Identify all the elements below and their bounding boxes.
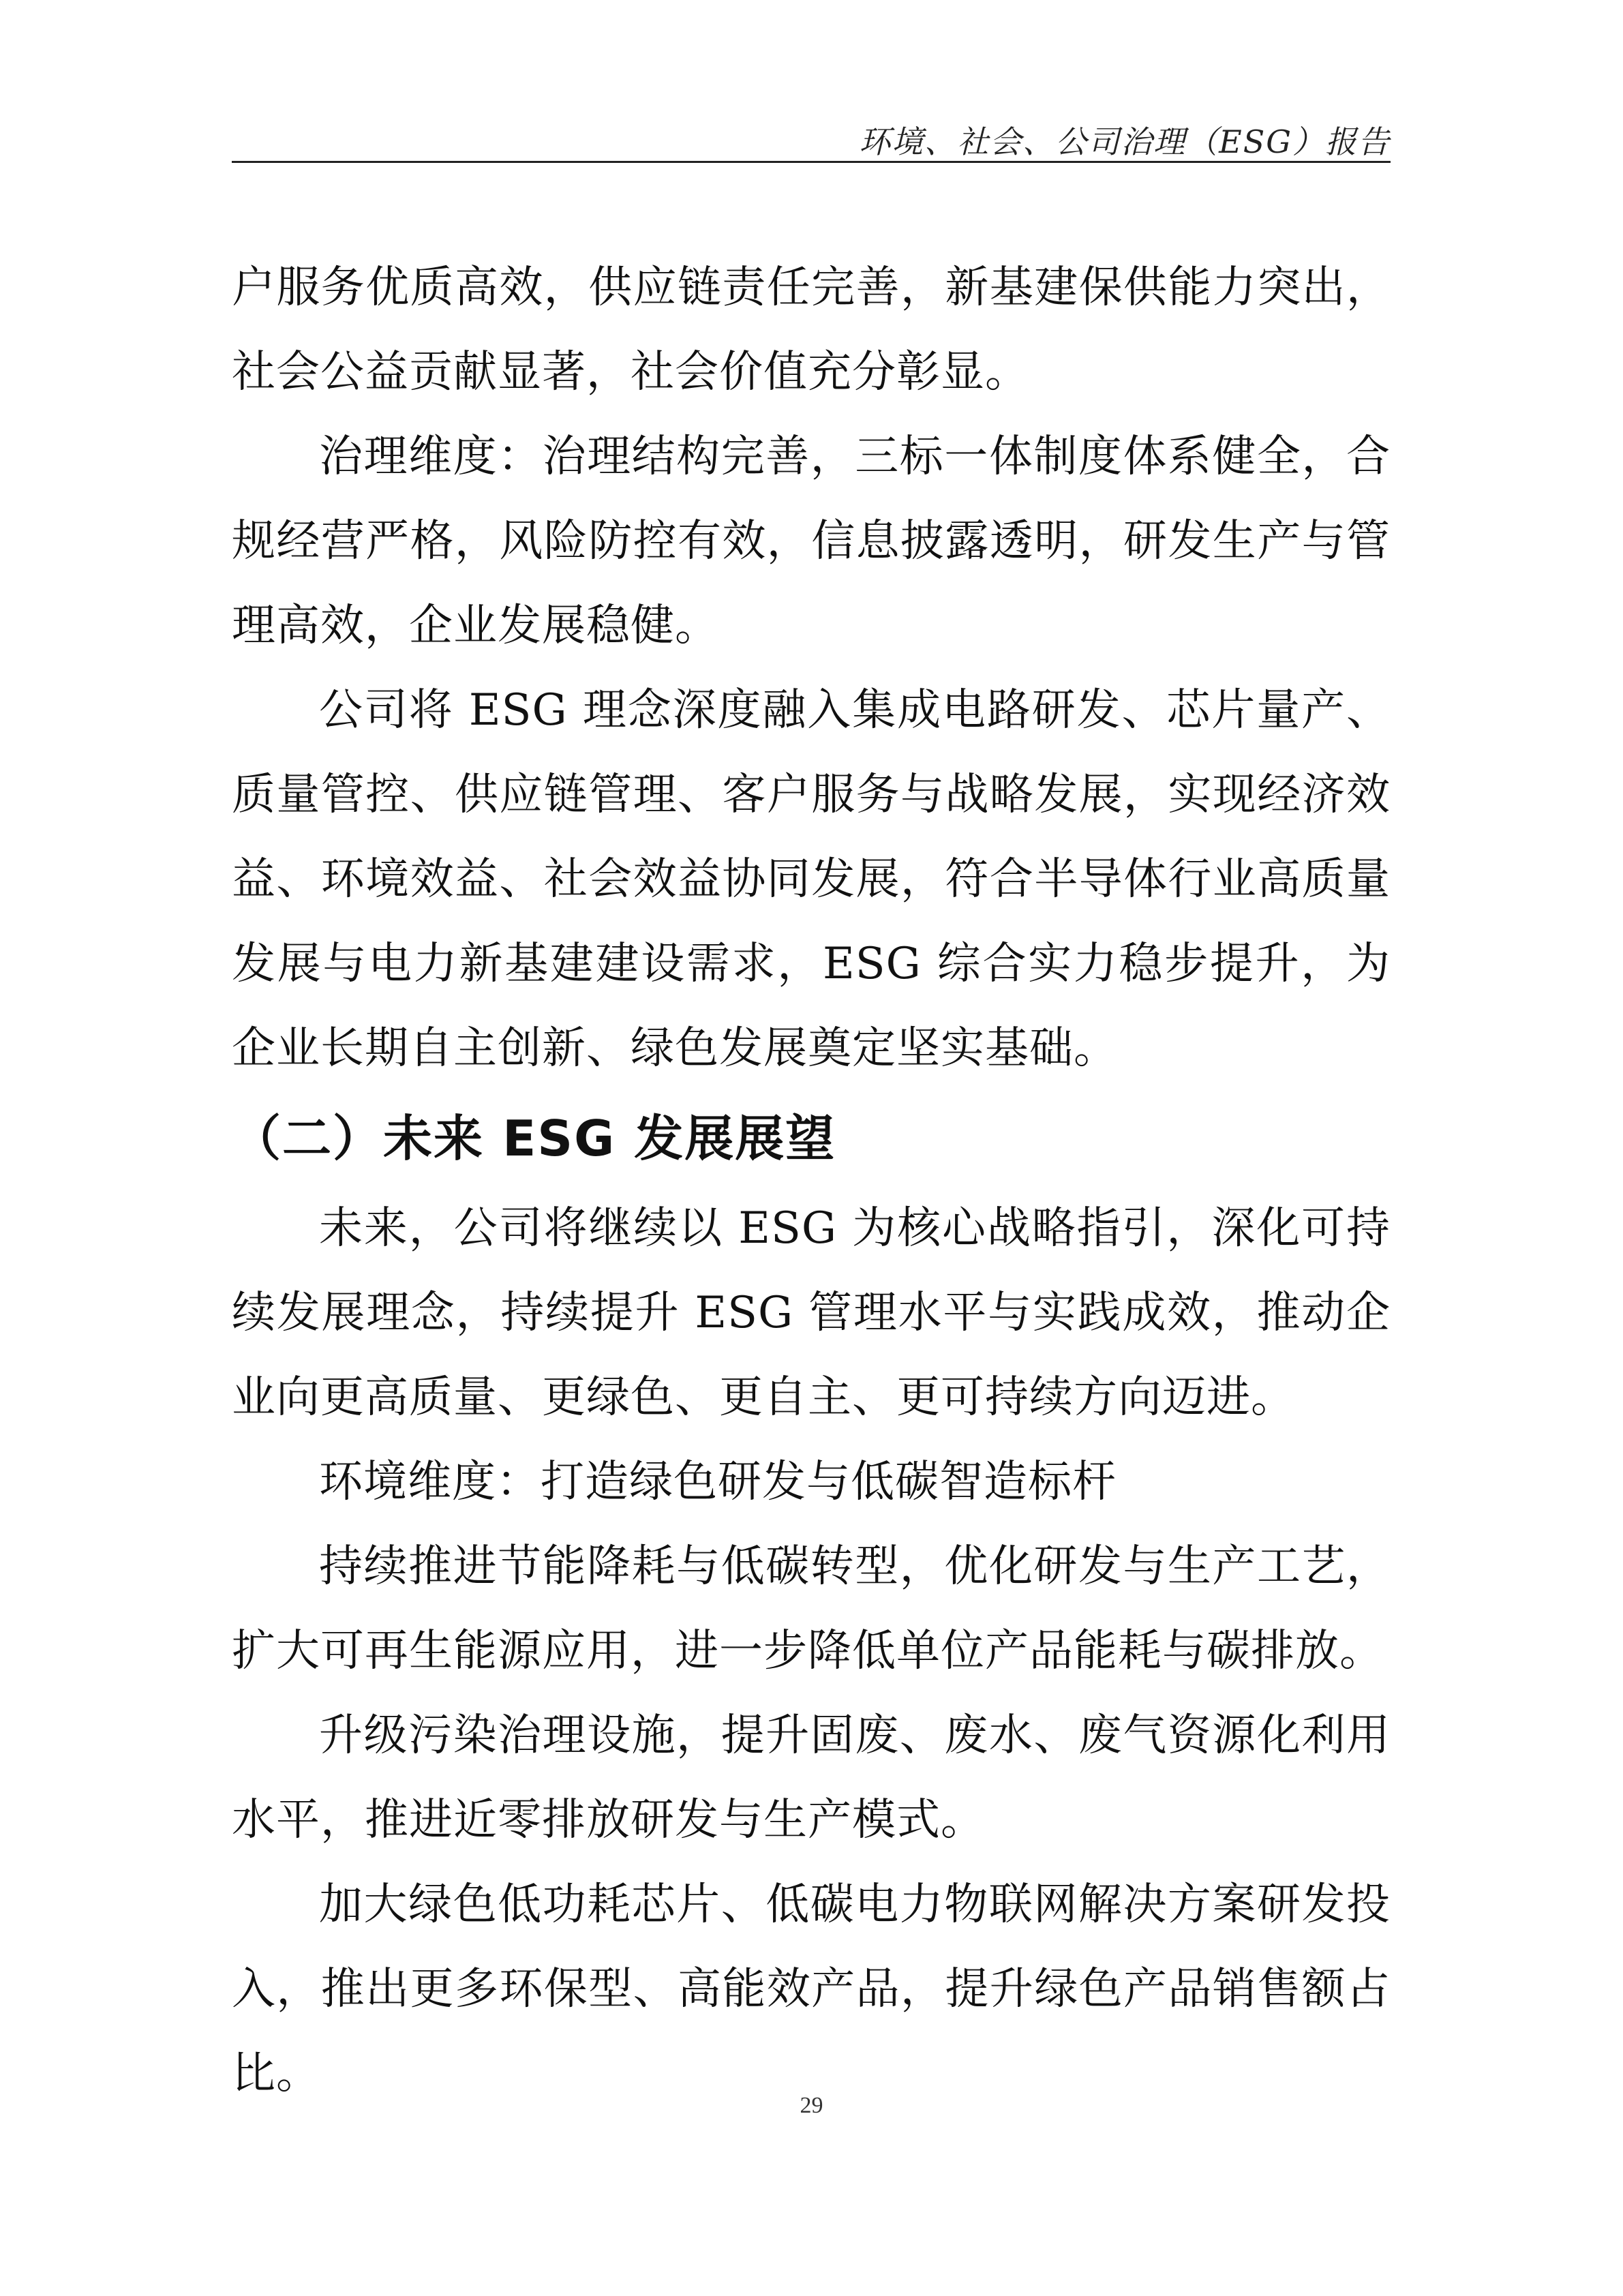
section-heading: （二）未来 ESG 发展展望 [232,1110,836,1167]
running-header: 环境、社会、公司治理（ESG）报告 [859,123,1391,160]
paragraph-continuation: 户服务优质高效，供应链责任完善，新基建保供能力突出，社会公益贡献显著，社会价值充分彰显。 [232,262,1391,397]
paragraph-governance: 治理维度：治理结构完善，三标一体制度体系健全，合规经营严格，风险防控有效，信息披露透明，研发生产与管理高效，企业发展稳健。 [232,432,1391,651]
paragraph-esg-integration: 公司将 ESG 理念深度融入集成电路研发、芯片量产、质量管控、供应链管理、客户服务与战略发展，实现经济效益、环境效益、社会效益协同发展，符合半导体行业高质量发展与电力新基建建设需求，ESG 综合实力稳步提升，为企业长期自主创新、绿色发展奠定坚实基础。 [232,685,1391,1074]
page-number: 29 [800,2093,823,2118]
paragraph-pollution-control: 升级污染治理设施，提升固废、废水、废气资源化利用水平，推进近零排放研发与生产模式。 [232,1710,1391,1845]
paragraph-energy-saving: 持续推进节能降耗与低碳转型，优化研发与生产工艺，扩大可再生能源应用，进一步降低单位产品能耗与碳排放。 [232,1541,1391,1676]
body-text [232,245,1391,2116]
paragraph-environment-dimension: 环境维度：打造绿色研发与低碳智造标杆 [319,1457,1117,1507]
paragraph-green-products: 加大绿色低功耗芯片、低碳电力物联网解决方案研发投入，推出更多环保型、高能效产品，提升绿色产品销售额占比。 [232,1879,1391,2099]
header-rule [232,161,1391,163]
paragraph-future-outlook: 未来，公司将继续以 ESG 为核心战略指引，深化可持续发展理念，持续提升 ESG 管理水平与实践成效，推动企业向更高质量、更绿色、更自主、更可持续方向迈进。 [232,1203,1391,1423]
